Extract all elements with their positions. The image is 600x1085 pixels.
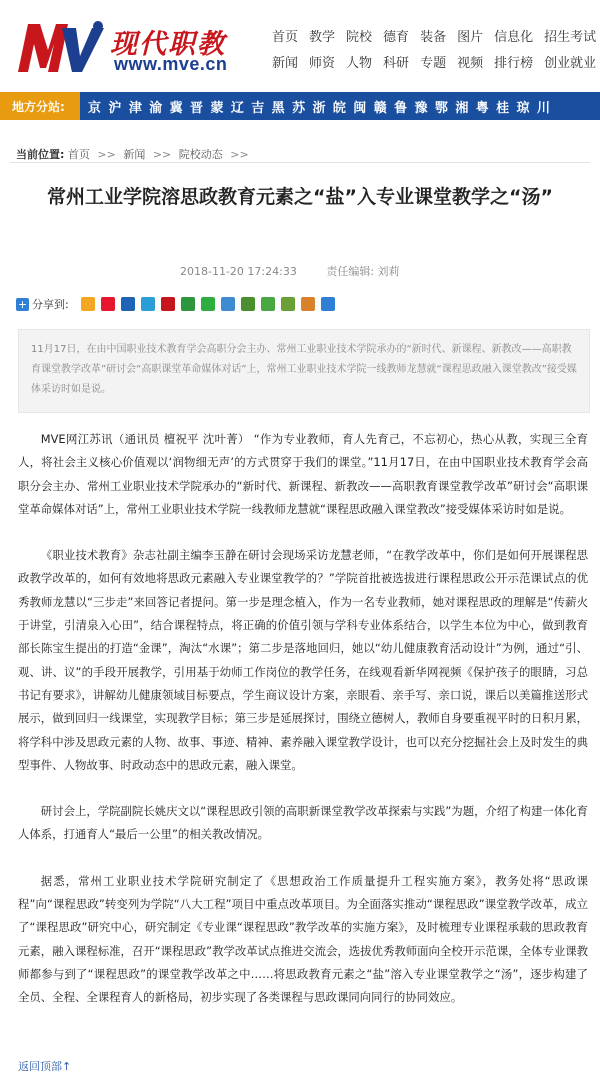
region-link[interactable]: 桂 xyxy=(496,100,510,116)
region-link[interactable]: 晋 xyxy=(190,100,204,116)
nav-row-2 xyxy=(272,48,600,74)
regional-sites-bar xyxy=(0,92,600,120)
region-link[interactable]: 辽 xyxy=(230,100,244,116)
top-navigation xyxy=(272,22,600,74)
renren-icon[interactable] xyxy=(121,297,135,311)
kaixin-icon[interactable] xyxy=(221,297,235,311)
region-link[interactable]: 赣 xyxy=(373,100,387,116)
breadcrumb-separator: >> xyxy=(152,148,172,161)
share-plus-icon[interactable]: + xyxy=(17,297,28,311)
article-summary: 11月17日，在由中国职业技术教育学会高职分会主办、常州工业职业技术学院承办的“新时代、新课程、新教改——高职教育课堂教学改革”研讨会“高职课堂革命媒体对话”上，常州工业职业技术学院一线教师龙慧就“课程思政融入课堂教改”接受媒体采访时如是说。 xyxy=(18,329,590,413)
logo-url: www.mve.cn xyxy=(114,54,228,74)
print-icon[interactable] xyxy=(281,297,295,311)
nav-item-images[interactable]: 图片 xyxy=(457,29,484,45)
regional-sites-label: 地方分站: xyxy=(0,92,80,120)
region-link[interactable]: 鄂 xyxy=(434,100,448,116)
back-to-top-link[interactable]: 返回顶部↑ xyxy=(18,1060,72,1073)
weibo-icon[interactable] xyxy=(101,297,115,311)
region-link[interactable]: 浙 xyxy=(312,100,326,116)
editor-name: 刘莉 xyxy=(377,265,400,278)
nav-item-employment[interactable]: 创业就业 xyxy=(544,55,597,71)
nav-item-topics[interactable]: 专题 xyxy=(420,55,447,71)
region-link[interactable]: 渝 xyxy=(149,100,163,116)
nav-item-home[interactable]: 首页 xyxy=(272,29,299,45)
article-body xyxy=(18,428,588,1033)
region-link[interactable]: 京 xyxy=(88,100,102,116)
nav-item-teaching[interactable]: 教学 xyxy=(309,29,336,45)
site-logo[interactable] xyxy=(18,14,258,76)
breadcrumb-label: 当前位置: xyxy=(16,148,65,161)
region-link[interactable]: 蒙 xyxy=(210,100,224,116)
region-link[interactable]: 粤 xyxy=(475,100,489,116)
mail-icon[interactable] xyxy=(301,297,315,311)
nav-item-news[interactable]: 新闻 xyxy=(272,55,299,71)
region-link[interactable]: 津 xyxy=(128,100,142,116)
logo-chinese-name: 现代职教 xyxy=(110,29,226,60)
region-link[interactable]: 沪 xyxy=(108,100,122,116)
region-link[interactable]: 琼 xyxy=(516,100,530,116)
nav-item-rankings[interactable]: 排行榜 xyxy=(494,55,534,71)
wechat-icon[interactable] xyxy=(201,297,215,311)
editor-label: 责任编辑: xyxy=(326,265,375,278)
region-link[interactable]: 闽 xyxy=(353,100,367,116)
nav-item-video[interactable]: 视频 xyxy=(457,55,484,71)
nav-item-moral[interactable]: 德育 xyxy=(383,29,410,45)
article-paragraph: 研讨会上，学院副院长姚庆文以“课程思政引领的高职新课堂教学改革探索与实践”为题，介绍了构建一体化育人体系，打通育人“最后一公里”的相关教改情况。 xyxy=(18,804,588,842)
nav-item-people[interactable]: 人物 xyxy=(346,55,373,71)
region-link[interactable]: 湘 xyxy=(455,100,469,116)
qzone-icon[interactable] xyxy=(81,297,95,311)
nav-row-1 xyxy=(272,22,600,48)
breadcrumb-separator: >> xyxy=(97,148,116,161)
tqq-icon[interactable] xyxy=(141,297,155,311)
share-bar xyxy=(16,296,341,312)
douban-icon[interactable] xyxy=(181,297,195,311)
breadcrumb-divider xyxy=(10,162,590,163)
share-label: 分享到: xyxy=(32,298,69,311)
site-header xyxy=(0,0,600,92)
nav-item-research[interactable]: 科研 xyxy=(383,55,410,71)
more-icon[interactable] xyxy=(321,297,335,311)
region-link[interactable]: 皖 xyxy=(332,100,346,116)
region-link[interactable]: 川 xyxy=(536,100,550,116)
breadcrumb-home[interactable]: 首页 xyxy=(67,148,90,161)
breadcrumb xyxy=(16,146,253,162)
region-link[interactable]: 吉 xyxy=(251,100,265,116)
nav-item-equipment[interactable]: 装备 xyxy=(420,29,447,45)
region-link[interactable]: 黑 xyxy=(271,100,285,116)
regional-sites-list xyxy=(80,97,557,116)
article-paragraph: 《职业技术教育》杂志社副主编李玉静在研讨会现场采访龙慧老师，“在教学改革中，你们是如何开展课程思政教学改革的，如何有效地将思政元素融入专业课堂教学的？”学院首批被选拔进行课程思政公开示范课试点的优秀教师龙慧以“三步走”来回答记者提问。第一步是理念植入，作为一名专业教师，她对课程思政的理解是“传薪火于讲堂，引清泉入心田”，结合课程特点，将正确的价值引领与学科专业体系结合，以学生本位为中心，做到教育部长陈宝生提出的打造“金课”，淘汰“水课”；第二步是落地回归，她以“幼儿健康教育活动设计”为例，通过“引、观、讲、议”的手段开展教学，引用基于幼师工作岗位的教学任务，在线观看新华网视频《保护孩子的眼睛，习总书记有要求》，讲解幼儿健康领域目标要点，学生商议设计方案，亲眼看、亲手写、亲口说，课后以美篇推送形式展示，做到回归一线课堂，实现教学目标；第三步是延展探讨，围绕立德树人，教师自身要重视平时的日积月累，将学科中涉及思政元素的人物、故事、事迹、精神、素养融入课堂教学设计，也可以充分挖掘社会上及时发生的典型事件、人物故事、时政动态中的思政元素，融入课堂。 xyxy=(18,548,588,772)
clover-icon[interactable] xyxy=(261,297,275,311)
breadcrumb-college-news[interactable]: 院校动态 xyxy=(178,148,223,161)
mve-logo-icon xyxy=(18,20,104,72)
article-title: 常州工业学院溶思政教育元素之“盐”入专业课堂教学之“汤” xyxy=(47,186,553,208)
article-paragraph: MVE网江苏讯（通讯员 檀祝平 沈叶菁） “作为专业教师，育人先育己，不忘初心，热心从教，实现三全育人，将社会主义核心价值观以‘润物细无声’的方式贯穿于我们的课堂。”11月17日，在由中国职业技术教育学会高职分会主办、常州工业职业技术学院承办的“新时代、新课程、新教改——高职教育课堂教学改革”研讨会“高职课堂革命媒体对话”上，常州工业职业技术学院一线教师龙慧就“课程思政融入课堂教改”接受媒体采访时如是说。 xyxy=(18,432,588,516)
region-link[interactable]: 苏 xyxy=(292,100,306,116)
article-meta xyxy=(180,263,400,279)
nav-item-informatization[interactable]: 信息化 xyxy=(494,29,534,45)
nav-item-admissions[interactable]: 招生考试 xyxy=(544,29,597,45)
region-link[interactable]: 鲁 xyxy=(394,100,408,116)
region-link[interactable]: 冀 xyxy=(169,100,183,116)
article-datetime: 2018-11-20 17:24:33 xyxy=(180,265,297,278)
baidu-icon[interactable] xyxy=(241,297,255,311)
breadcrumb-news[interactable]: 新闻 xyxy=(123,148,146,161)
people-icon[interactable] xyxy=(161,297,175,311)
article-paragraph: 据悉，常州工业职业技术学院研究制定了《思想政治工作质量提升工程实施方案》，教务处将“思政课程”向“课程思政”转变列为学院“八大工程”项目中重点改革项目。为全面落实推动“课程思政”课堂教学改革，成立了“课程思政”研究中心，研究制定《专业课“课程思政”教学改革的实施方案》，及时梳理专业课程承载的思政教育元素，融入课程标准，召开“课程思政”教学改革试点推进交流会，选拔优秀教师面向全校开示范课，全体专业课教师都参与到了“课程思政”的课堂教学改革之中……将思政教育元素之“盐”溶入专业课堂教学之“汤”，逐步构建了全员、全程、全课程育人的新格局，初步实现了各类课程与思政课同向同行的协同效应。 xyxy=(18,873,588,1005)
nav-item-colleges[interactable]: 院校 xyxy=(346,29,373,45)
breadcrumb-separator: >> xyxy=(230,148,249,161)
nav-item-faculty[interactable]: 师资 xyxy=(309,55,336,71)
region-link[interactable]: 豫 xyxy=(414,100,428,116)
